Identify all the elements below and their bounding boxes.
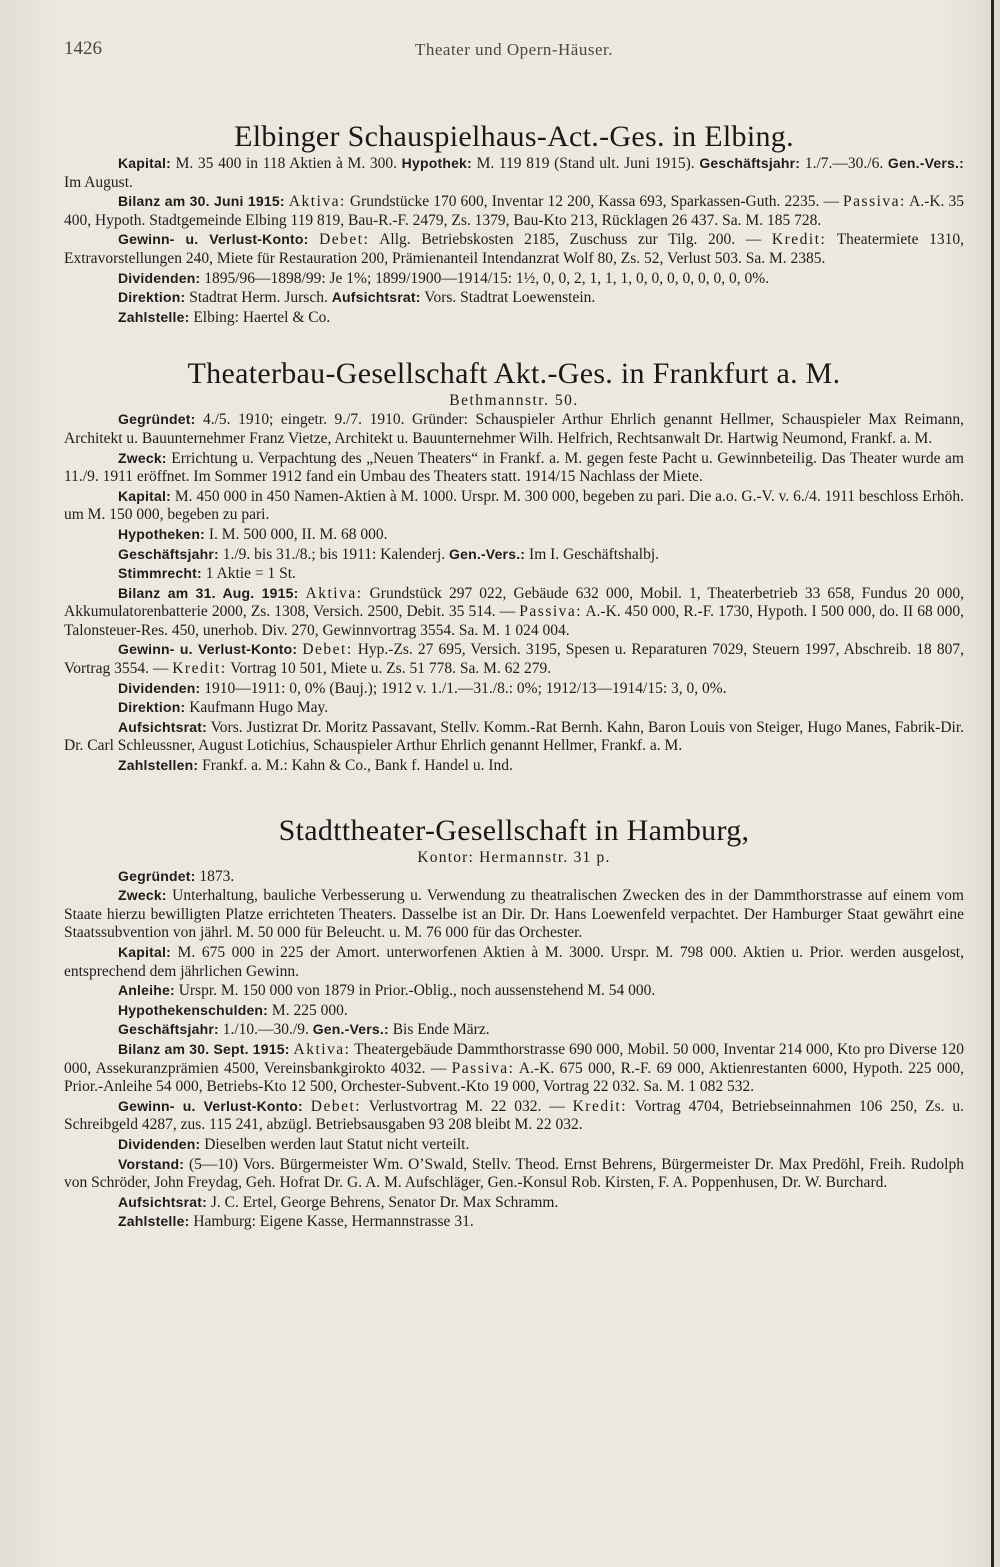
field-label: Bilanz am 30. Juni 1915: (118, 193, 285, 210)
entry-paragraph (64, 525, 964, 545)
section-label: Aktiva: (288, 193, 346, 211)
section-label: Debet: (302, 641, 353, 659)
entry-paragraph (64, 867, 964, 887)
entry-paragraph (64, 1097, 964, 1135)
field-label: Zahlstellen: (118, 757, 199, 774)
field-label: Gen.-Vers.: (449, 545, 526, 562)
field-value: Grundstück 297 022, Gebäude 632 000, Mobil. 1, Theaterbetrieb 33 658, Fundus 20 000, Akkumulatorenbatterie 2000, Zs. 1308, Versich. 2500, Debit. 35 514. — (64, 584, 964, 621)
field-value: Elbing: Haertel & Co. (189, 308, 331, 326)
page-header (64, 38, 964, 68)
field-label: Direktion: (118, 289, 186, 306)
field-value: 1895/96—1898/99: Je 1%; 1899/1900—1914/15: 1½, 0, 0, 2, 1, 1, 1, 0, 0, 0, 0, 0, 0, 0, 0%. (200, 269, 770, 287)
field-value (308, 231, 319, 248)
entry-paragraph (64, 718, 964, 756)
field-value: J. C. Ertel, George Behrens, Senator Dr. Max Schramm. (206, 1193, 559, 1211)
field-value: A.-K. 450 000, R.-F. 1730, Hypoth. I 500 000, do. II 68 000, Talonsteuer-Res. 450, unerhob. Div. 270, Gewinnvortrag 3554. Sa. M. 1 024 004. (64, 603, 964, 639)
field-label: Anleihe: (118, 982, 175, 999)
field-value: Vortrag 4704, Betriebseinnahmen 106 250, Zs. u. Schreibgeld 4287, zus. 115 241, abzügl. Betriebsausgaben 93 208 bleibt M. 22 032. (64, 1097, 964, 1134)
field-value: Vortrag 10 501, Miete u. Zs. 51 778. Sa. M. 62 279. (226, 660, 552, 678)
entry-paragraph (64, 545, 964, 565)
section-label: Kredit: (172, 660, 227, 678)
entry-body (64, 410, 964, 775)
field-label: Bilanz am 31. Aug. 1915: (118, 584, 299, 601)
entry-paragraph (64, 564, 964, 584)
field-label: Gegründet: (118, 411, 196, 428)
field-label: Dividenden: (118, 269, 201, 286)
entry-paragraph (64, 1155, 964, 1193)
entry-paragraph (64, 1135, 964, 1155)
company-title: Theaterbau-Gesellschaft Akt.-Ges. in Frankfurt a. M. (187, 357, 841, 391)
field-label: Hypothekenschulden: (118, 1001, 269, 1018)
entry-paragraph (64, 308, 964, 328)
field-value: Theatergebäude Dammthorstrasse 690 000, Mobil. 50 000, Inventar 214 000, Kto pro Diverse 120 000, Assekuranzprämien 4500, Vereinsbankgirokto 4032. — (64, 1040, 965, 1077)
field-label: Vorstand: (118, 1155, 185, 1172)
field-value: 1910—1911: 0, 0% (Bauj.); 1912 v. 1./1.—31./8.: 0%; 1912/13—1914/15: 3, 0, 0%. (200, 679, 727, 697)
running-title: Theater und Opern-Häuser. (414, 40, 613, 59)
field-value: Dieselben werden laut Statut nicht verteilt. (200, 1135, 470, 1153)
entry-paragraph (64, 1020, 964, 1040)
field-value: Im I. Geschäftshalbj. (525, 545, 660, 563)
field-value (303, 1098, 311, 1115)
field-value: Hamburg: Eigene Kasse, Hermannstrasse 31. (189, 1213, 474, 1231)
section-label: Aktiva: (293, 1040, 351, 1058)
field-label: Gewinn- u. Verlust-Konto: (118, 231, 309, 248)
field-label: Hypotheken: (118, 525, 205, 542)
field-value: Stadtrat Herm. Jursch. (185, 289, 332, 307)
field-label: Zweck: (118, 449, 167, 466)
section-label: Debet: (310, 1097, 362, 1115)
field-value: (5—10) Vors. Bürgermeister Wm. O’Swald, Stellv. Theod. Ernst Behrens, Bürgermeister Dr. Max Predöhl, Freih. Rudolph von Schröder, John Freydag, Geh. Hofrat Dr. G. A. M. Aufschläger, Gen.-Konsul Rob. Kirsten, F. A. Poppenhusen, Dr. W. Burchard. (64, 1155, 964, 1192)
entry-paragraph (64, 1212, 964, 1232)
entry-body (64, 867, 964, 1232)
field-value: Grundstücke 170 600, Inventar 12 200, Kassa 693, Sparkassen-Guth. 2235. — (345, 193, 844, 211)
field-value: Bis Ende März. (388, 1021, 490, 1039)
field-label: Stimmrecht: (118, 565, 202, 582)
field-value: M. 225 000. (268, 1001, 348, 1019)
entry-paragraph (64, 1040, 964, 1097)
field-label: Kapital: (118, 944, 171, 960)
entry-paragraph (64, 449, 964, 487)
field-value (298, 585, 305, 602)
field-label: Aufsichtsrat: (118, 1193, 207, 1210)
entry-paragraph (64, 886, 964, 943)
field-label: Geschäftsjahr: (699, 155, 801, 171)
section-label: Passiva: (451, 1059, 515, 1077)
section-label: Passiva: (519, 603, 583, 621)
company-address: Bethmannstr. 50. (449, 392, 579, 410)
field-value: I. M. 500 000, II. M. 68 000. (205, 525, 388, 543)
entry-paragraph (64, 487, 964, 525)
section-label: Kredit: (771, 231, 827, 249)
field-label: Gewinn- u. Verlust-Konto: (118, 1097, 303, 1114)
field-value: 1 Aktie = 1 St. (201, 565, 296, 583)
field-value: M. 675 000 in 225 der Amort. unterworfenen Aktien à M. 3000. Urspr. M. 798 000. Aktien u. Prior. werden ausgelost, entsprechend dem jährlichen Gewinn. (64, 944, 964, 980)
field-value: Vors. Stadtrat Loewenstein. (420, 289, 596, 307)
company-entry-elbing (64, 120, 964, 327)
field-value: Verlustvortrag M. 22 032. — (361, 1097, 573, 1115)
entry-paragraph (64, 288, 964, 308)
entry-paragraph (64, 698, 964, 718)
field-label: Aufsichtsrat: (331, 289, 421, 306)
field-value: A.-K. 675 000, R.-F. 69 000, Aktienrestanten 6000, Hypoth. 225 000, Prior.-Anleihe 54 000, Betriebs-Kto 12 500, Orchester-Subvent.-Kto 19 000, Vortrag 22 032. Sa. M. 1 082 532. (64, 1059, 964, 1096)
field-value: 1./7.—30./6. (800, 155, 888, 172)
page-number: 1426 (64, 38, 102, 59)
field-label: Kapital: (118, 155, 171, 171)
entry-paragraph (64, 269, 964, 289)
entry-paragraph (64, 230, 964, 268)
field-label: Dividenden: (118, 679, 201, 696)
entry-paragraph (64, 943, 964, 981)
field-label: Bilanz am 30. Sept. 1915: (118, 1040, 290, 1057)
field-label: Zweck: (118, 887, 167, 904)
company-entry-frankfurt (64, 357, 964, 775)
field-label: Gegründet: (118, 867, 196, 884)
entry-paragraph (64, 1001, 964, 1021)
field-label: Hypothek: (401, 155, 472, 171)
field-value: 1./9. bis 31./8.; bis 1911: Kalenderj. (218, 545, 450, 563)
field-value: Im August. (64, 173, 133, 191)
field-value: Hyp.-Zs. 27 695, Versich. 3195, Spesen u. Reparaturen 7029, Steuern 1997, Abschreib. 18 807, Vortrag 3554. — (64, 641, 965, 678)
field-label: Zahlstelle: (118, 308, 190, 325)
entry-paragraph (64, 640, 964, 678)
field-label: Gen.-Vers.: (887, 155, 964, 171)
page-edge-rule (991, 0, 994, 1567)
field-label: Dividenden: (118, 1135, 201, 1152)
field-label: Geschäftsjahr: (118, 545, 219, 562)
field-value: Vors. Justizrat Dr. Moritz Passavant, Stellv. Komm.-Rat Bernh. Kahn, Baron Louis von Steiger, Hugo Manes, Fabrik-Dir. Dr. Carl Schleussner, August Lotichius, Schauspieler Arthur Ehrlich genannt Hellmer, Frankf. a. M. (64, 718, 964, 755)
company-title: Elbinger Schauspielhaus-Act.-Ges. in Elbing. (234, 120, 794, 153)
field-label: Geschäftsjahr: (118, 1021, 219, 1038)
entry-paragraph (64, 679, 964, 699)
field-value: M. 119 819 (Stand ult. Juni 1915). (471, 155, 700, 172)
field-value: Theatermiete 1310, Extravorstellungen 240, Miete für Restauration 200, Prämienanteil Intendanzrat Wolf 80, Zs. 52, Verlust 503. Sa. M. 2385. (64, 231, 964, 267)
field-value: Allg. Betriebskosten 2185, Zuschuss zur Tilg. 200. — (369, 231, 772, 249)
field-value: 4./5. 1910; eingetr. 9./7. 1910. Gründer: Schauspieler Arthur Ehrlich genannt Hellmer, Schauspieler Max Reimann, Architekt u. Bauunternehmer Franz Vietze, Architekt u. Bauunternehmer Wilh. Helfrich, Rechtsanwalt Dr. Hartwig Neumond, Frankf. a. M. (64, 411, 964, 447)
entry-paragraph (64, 192, 964, 230)
company-title: Stadttheater-Gesellschaft in Hamburg, (278, 813, 750, 847)
entry-paragraph (64, 1193, 964, 1213)
field-value: M. 450 000 in 450 Namen-Aktien à M. 1000. Urspr. M. 300 000, begeben zu pari. Die a.o. G.-V. v. 6./4. 1911 beschloss Erhöh. um M. 150 000, begeben zu pari. (64, 487, 964, 524)
entry-paragraph (64, 981, 964, 1001)
field-label: Kapital: (118, 487, 171, 504)
entry-paragraph (64, 154, 964, 192)
company-entry-hamburg (64, 814, 964, 1232)
field-value: Unterhaltung, bauliche Verbesserung u. Verwendung zu theatralischen Zwecken des in der Dammthorstrasse auf einem vom Staate hierzu bewilligten Platze errichteten Theaters. Dasselbe ist an Dir. Dr. Hans Loewenfeld verpachtet. Der Hamburger Staat gewährt eine Staatssubvention von jährl. M. 50 000 für Beleucht. u. M. 76 000 für das Orchester. (64, 887, 964, 942)
company-address: Kontor: Hermannstr. 31 p. (417, 848, 611, 866)
section-label: Debet: (319, 231, 370, 249)
field-label: Gen.-Vers.: (312, 1021, 389, 1038)
field-label: Direktion: (118, 699, 186, 716)
field-value: Kaufmann Hugo May. (185, 699, 329, 717)
field-label: Gewinn- u. Verlust-Konto: (118, 641, 298, 658)
entry-paragraph (64, 584, 964, 641)
entry-paragraph (64, 410, 964, 448)
field-value: M. 35 400 in 118 Aktien à M. 300. (170, 155, 402, 172)
field-value: Errichtung u. Verpachtung des „Neuen Theaters“ in Frankf. a. M. gegen feste Pacht u. Gewinnbeteilig. Das Theater wurde am 11./9. 1911 eröffnet. Im Sommer 1912 fand ein Umbau des Theaters statt. 1914/15 Nachlass der Miete. (64, 449, 964, 486)
field-value: Frankf. a. M.: Kahn & Co., Bank f. Handel u. Ind. (198, 757, 513, 775)
section-label: Kredit: (572, 1097, 627, 1115)
field-label: Aufsichtsrat: (118, 718, 207, 735)
field-value: 1873. (195, 867, 235, 885)
field-value: A.-K. 35 400, Hypoth. Stadtgemeinde Elbing 119 819, Bau-R.-F. 2479, Zs. 1379, Bau-Kto 213, Rücklagen 26 437. Sa. M. 185 728. (64, 193, 964, 229)
field-value: Urspr. M. 150 000 von 1879 in Prior.-Oblig., noch aussenstehend M. 54 000. (174, 982, 656, 1000)
field-label: Zahlstelle: (118, 1213, 190, 1230)
section-label: Passiva: (843, 193, 906, 211)
section-label: Aktiva: (305, 584, 363, 602)
entry-body (64, 154, 964, 327)
entry-paragraph (64, 756, 964, 776)
field-value: 1./10.—30./9. (218, 1021, 313, 1039)
